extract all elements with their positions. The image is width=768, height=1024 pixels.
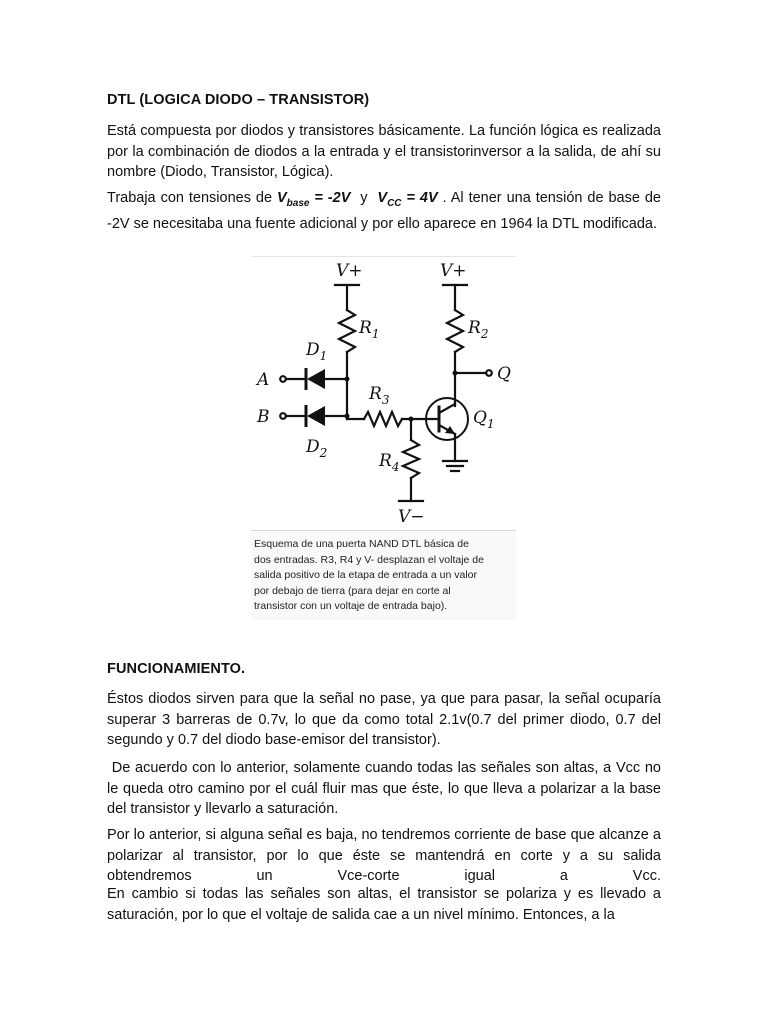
figure-divider — [251, 256, 516, 257]
output-q-label: Q — [497, 364, 511, 384]
caption-line: salida positivo de la etapa de entrada a un valor — [254, 569, 477, 581]
vplus-left-label: V+ — [336, 261, 363, 281]
d2-diode — [306, 405, 325, 427]
q1-label: $Q_1$ — [473, 408, 495, 431]
paragraph-1: Éstos diodos sirven para que la señal no pase, ya que para pasar, la señal ocuparía superar 3 barreras de 0.7v, lo que da como total 2.1v(0.7 del primer diodo, 0.7 del segundo y 0.7 del diodo base-emisor del transistor). — [107, 691, 661, 748]
r4-resistor — [403, 440, 419, 478]
r2-resistor — [447, 310, 463, 352]
caption-line: transistor con un voltaje de entrada bajo). — [254, 600, 448, 612]
dtl-nand-schematic — [251, 256, 516, 530]
caption-line: dos entradas. R3, R4 y V- desplazan el voltaje de — [254, 553, 484, 566]
caption-line: por debajo de tierra (para dejar en corte al — [254, 584, 451, 597]
r2-label: $R_2$ — [468, 318, 489, 341]
section-title: FUNCIONAMIENTO. — [107, 661, 246, 677]
voltage-text-before: Trabaja con tensiones de — [107, 190, 277, 206]
r4-label: $R_4$ — [379, 451, 400, 474]
d2-label: $D_2$ — [306, 437, 328, 460]
circuit-figure — [251, 256, 516, 620]
paragraph-3: Por lo anterior, si alguna señal es baja, no tendremos corriente de base que alcanze a polarizar al transistor, por lo que éste se mantendrá en corte y a su salida obtendremos un Vce-corte igual a Vcc. — [107, 827, 661, 884]
voltage-paragraph — [107, 188, 661, 235]
vminus-label: V− — [398, 507, 425, 527]
r3-label: $R_3$ — [369, 384, 390, 407]
intro-paragraph: Está compuesta por diodos y transistores básicamente. La función lógica es realizada por la combinación de diodos a la entrada y el transistorinversor a la salida, de ahí su nombre (Diodo, Transistor, Lógica). — [107, 123, 661, 180]
voltage-text-after: . Al tener una tensión de base de -2V se necesitaba una fuente adicional y por ello aparece en 1964 la DTL modificada. — [107, 190, 661, 233]
vbase-symbol: $V_{base} = -2V$ — [276, 190, 351, 209]
voltage-and: y — [350, 190, 378, 206]
figure-caption — [251, 530, 516, 620]
output-q-terminal — [486, 370, 492, 376]
r1-label: $R_1$ — [359, 318, 380, 341]
r3-resistor — [364, 412, 402, 426]
r1-resistor — [339, 310, 355, 352]
input-b-label: B — [257, 407, 270, 427]
d1-label: $D_1$ — [306, 340, 328, 363]
vcc-symbol: $V_{CC} = 4V$ — [377, 190, 438, 209]
input-a-label: A — [257, 370, 270, 390]
vplus-right-label: V+ — [440, 261, 467, 281]
caption-line: Esquema de una puerta NAND DTL básica de — [254, 538, 469, 550]
page-title: DTL (LOGICA DIODO – TRANSISTOR) — [107, 92, 370, 108]
paragraph-4: En cambio si todas las señales son altas, el transistor se polariza y es llevado a saturación, por lo que el voltaje de salida cae a un nivel mínimo. Entonces, a la — [107, 886, 661, 923]
paragraph-2: De acuerdo con lo anterior, solamente cuando todas las señales son altas, a Vcc no le queda otro camino por el cuál fluir mas que éste, lo que lleva a polarizar a la base del transistor y llevarlo a saturación. — [107, 760, 666, 817]
d1-diode — [306, 368, 325, 390]
